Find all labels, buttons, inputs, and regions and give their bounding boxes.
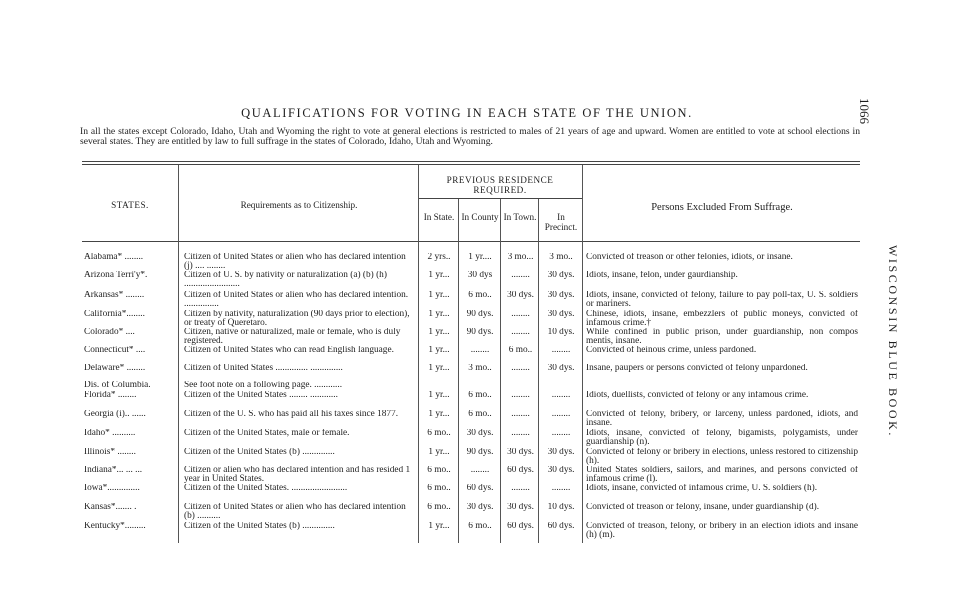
column-divider <box>582 165 583 543</box>
in-town-cell: ........ <box>511 429 530 438</box>
in-precinct-cell: 60 dys. <box>547 522 575 531</box>
in-precinct-cell: ........ <box>551 429 571 438</box>
in-town-cell: 30 dys. <box>507 503 534 512</box>
in-precinct-cell: 30 dys. <box>547 448 575 457</box>
state-cell: Arkansas* ........ <box>84 291 145 300</box>
column-divider <box>500 199 501 543</box>
column-divider <box>418 165 419 543</box>
in-county-cell: 6 mo.. <box>468 522 492 531</box>
requirement-cell: Citizen of United States who can read English language. <box>184 346 394 355</box>
in-state-cell: 1 yr... <box>428 391 450 400</box>
state-cell: Idaho* .......... <box>84 429 136 438</box>
header-rule <box>82 241 860 242</box>
in-precinct-cell: ........ <box>551 346 571 355</box>
header-excluded: Persons Excluded From Suffrage. <box>651 202 793 213</box>
state-cell: Alabama* ........ <box>84 253 144 262</box>
in-state-cell: 1 yr... <box>428 522 450 531</box>
excluded-cell: Idiots, insane, convicted of felony, bigamists, polygamists, under guardianship (n). <box>586 429 858 448</box>
state-cell: Delaware* ........ <box>84 364 146 373</box>
excluded-cell: United States soldiers, sailors, and marines, and persons convicted of infamous crime (l). <box>586 466 858 485</box>
in-state-cell: 1 yr... <box>428 271 450 280</box>
table-title: QUALIFICATIONS FOR VOTING IN EACH STATE OF THE UNION. <box>241 106 693 120</box>
in-state-cell: 6 mo.. <box>427 429 451 438</box>
column-divider <box>178 165 179 543</box>
excluded-cell: Idiots, insane, felon, under gaurdianship. <box>586 271 738 280</box>
excluded-cell: Idiots, duellists, convicted of felony or any infamous crime. <box>586 391 809 400</box>
state-cell: Iowa*.............. <box>84 484 140 493</box>
column-divider <box>458 199 459 543</box>
in-county-cell: 1 yr.... <box>468 253 492 262</box>
header-in-town: In Town. <box>503 212 537 222</box>
state-cell: Dis. of Columbia. <box>84 381 151 390</box>
state-cell: Colorado* .... <box>84 328 135 337</box>
excluded-cell: Idiots, insane, convicted of felony, failure to pay poll-tax, U. S. soldiers or mariners. <box>586 291 858 310</box>
in-state-cell: 1 yr... <box>428 346 450 355</box>
in-state-cell: 6 mo.. <box>427 484 451 493</box>
in-county-cell: 90 dys. <box>466 448 494 457</box>
header-requirements: Requirements as to Citizenship. <box>240 200 358 210</box>
requirement-cell: Citizen of United States .............. .............. <box>184 364 343 373</box>
requirement-cell: Citizen of the United States. ........................ <box>184 484 348 493</box>
in-county-cell: 30 dys. <box>466 503 494 512</box>
state-cell: Kansas*....... . <box>84 503 137 512</box>
state-cell: California*........ <box>84 310 145 319</box>
excluded-cell: Convicted of treason, felony, or bribery in an election idiots and insane (h) (m). <box>586 522 858 541</box>
in-town-cell: 30 dys. <box>507 291 534 300</box>
excluded-cell: Convicted of treason or other felonies, idiots, or insane. <box>586 253 793 262</box>
in-town-cell: 3 mo... <box>507 253 534 262</box>
page-number: 1066 <box>857 98 872 124</box>
state-cell: Connecticut* .... <box>84 346 146 355</box>
requirement-cell: Citizen or alien who has declared intention and has resided 1 year in United States. <box>184 466 411 485</box>
requirement-cell: Citizen of United States or alien who has declared intention (j) .... ........ <box>184 253 406 272</box>
in-precinct-cell: 10 dys. <box>547 328 575 337</box>
in-town-cell: ........ <box>511 271 530 280</box>
in-town-cell: ........ <box>511 484 530 493</box>
excluded-cell: While confined in public prison, under guardianship, non compos mentis, insane. <box>586 328 858 347</box>
in-precinct-cell: 3 mo.. <box>549 253 573 262</box>
intro-paragraph: In all the states except Colorado, Idaho, Utah and Wyoming the right to vote at general elections is restricted to males of 21 years of age and upward. Women are entitled to vote at school elections in several states. They are entitled by law to full suffrage in the states of Colorado, Idaho, Utah and Wyoming. <box>80 126 860 147</box>
in-state-cell: 1 yr... <box>428 310 450 319</box>
requirement-cell: Citizen of the United States (b) .............. <box>184 522 335 531</box>
in-county-cell: 6 mo.. <box>468 410 492 419</box>
header-in-county: In County <box>461 212 499 222</box>
state-cell: Arizona Terri'y*. <box>84 271 148 280</box>
in-town-cell: ........ <box>511 364 530 373</box>
in-precinct-cell: 30 dys. <box>547 466 575 475</box>
in-precinct-cell: 30 dys. <box>547 364 575 373</box>
in-state-cell: 1 yr... <box>428 291 450 300</box>
requirement-cell: Citizen by nativity, naturalization (90 days prior to election), or treaty of Queretaro. <box>184 310 410 329</box>
header-states: STATES. <box>111 200 149 210</box>
in-county-cell: ........ <box>470 466 490 475</box>
in-town-cell: ........ <box>511 391 530 400</box>
in-county-cell: 6 mo.. <box>468 391 492 400</box>
in-state-cell: 2 yrs.. <box>427 253 451 262</box>
in-state-cell: 1 yr... <box>428 410 450 419</box>
header-in-state: In State. <box>423 212 455 222</box>
in-state-cell: 6 mo.. <box>427 466 451 475</box>
header-in-precinct: In Precinct. <box>544 212 578 232</box>
requirement-cell: Citizen of United States or alien who has declared intention (b) .......... <box>184 503 406 522</box>
in-town-cell: 30 dys. <box>507 448 534 457</box>
requirement-cell: Citizen of the United States, male or female. <box>184 429 350 438</box>
in-county-cell: 3 mo.. <box>468 364 492 373</box>
requirement-cell: Citizen of United States or alien who has declared intention. ............... <box>184 291 409 310</box>
requirement-cell: Citizen, native or naturalized, male or female, who is duly registered. <box>184 328 401 347</box>
in-state-cell: 6 mo.. <box>427 503 451 512</box>
state-cell: Georgia (i).. ...... <box>84 410 146 419</box>
in-precinct-cell: ........ <box>551 391 571 400</box>
in-town-cell: 6 mo.. <box>508 346 533 355</box>
in-precinct-cell: ........ <box>551 484 571 493</box>
requirement-cell: Citizen of the United States ........ ............ <box>184 391 338 400</box>
in-town-cell: ........ <box>511 328 530 337</box>
top-rule-double <box>82 164 860 165</box>
requirement-cell: Citizen of the U. S. who has paid all his taxes since 1877. <box>184 410 399 419</box>
in-state-cell: 1 yr... <box>428 448 450 457</box>
in-county-cell: 60 dys. <box>466 484 494 493</box>
in-precinct-cell: ........ <box>551 410 571 419</box>
header-residence: PREVIOUS RESIDENCE REQUIRED. <box>446 175 554 195</box>
in-town-cell: ........ <box>511 410 530 419</box>
excluded-cell: Convicted of heinous crime, unless pardoned. <box>586 346 757 355</box>
excluded-cell: Idiots, insane, convicted of infamous crime, U. S. soldiers (h). <box>586 484 818 493</box>
in-town-cell: 60 dys. <box>507 522 534 531</box>
in-county-cell: 90 dys. <box>466 328 494 337</box>
in-county-cell: 30 dys. <box>466 429 494 438</box>
in-county-cell: 90 dys. <box>466 310 494 319</box>
in-precinct-cell: 10 dys. <box>547 503 575 512</box>
running-head: WISCONSIN BLUE BOOK. <box>886 245 900 438</box>
excluded-cell: Convicted of felony or bribery in elections, unless restored to citizenship (h). <box>586 448 858 467</box>
state-cell: Indiana*... ... ... <box>84 466 143 475</box>
requirement-cell: Citizen of U. S. by nativity or naturalization (a) (b) (h) ........................ <box>184 271 387 290</box>
state-cell: Illinois* ........ <box>84 448 136 457</box>
in-precinct-cell: 30 dys. <box>547 271 575 280</box>
requirement-cell: Citizen of the United States (b) .............. <box>184 448 335 457</box>
requirement-cell: See foot note on a following page. ............ <box>184 381 343 390</box>
state-cell: Kentucky*......... <box>84 522 146 531</box>
excluded-cell: Chinese, idiots, insane, embezzlers of public moneys, convicted of infamous crime.† <box>586 310 858 329</box>
excluded-cell: Convicted of felony, bribery, or larceny, unless pardoned, idiots, and insane. <box>586 410 858 429</box>
state-cell: Florida* ........ <box>84 391 137 400</box>
in-county-cell: 6 mo.. <box>468 291 492 300</box>
in-precinct-cell: 30 dys. <box>547 310 575 319</box>
in-county-cell: ........ <box>470 346 490 355</box>
in-town-cell: ........ <box>511 310 530 319</box>
in-state-cell: 1 yr... <box>428 364 450 373</box>
excluded-cell: Convicted of treason or felony, insane, under guardianship (d). <box>586 503 820 512</box>
top-rule <box>82 161 860 162</box>
in-town-cell: 60 dys. <box>507 466 534 475</box>
in-county-cell: 30 dys <box>467 271 493 280</box>
in-state-cell: 1 yr... <box>428 328 450 337</box>
in-precinct-cell: 30 dys. <box>547 291 575 300</box>
excluded-cell: Insane, paupers or persons convicted of felony unpardoned. <box>586 364 808 373</box>
